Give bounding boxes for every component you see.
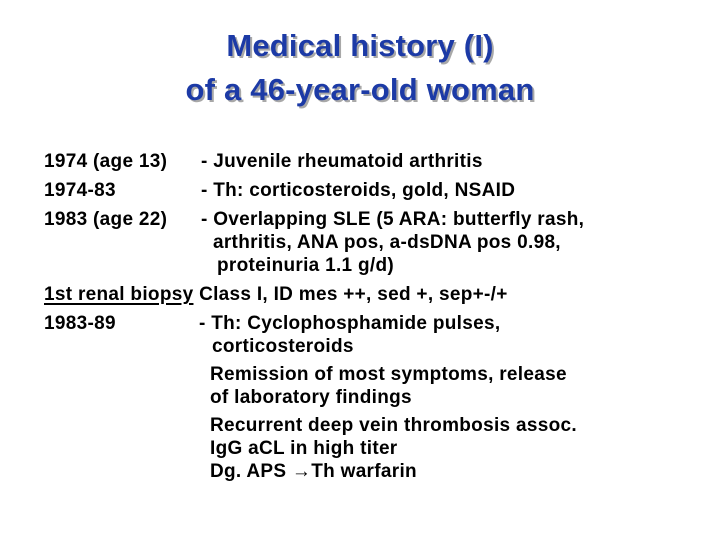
history-line-12 bbox=[210, 438, 398, 460]
history-text: corticosteroids bbox=[212, 336, 354, 357]
history-line-11 bbox=[210, 415, 577, 437]
history-line-8 bbox=[212, 336, 354, 358]
history-text: Remission of most symptoms, release bbox=[210, 364, 567, 385]
history-line-2 bbox=[44, 180, 516, 202]
history-text: - Juvenile rheumatoid arthritis bbox=[201, 151, 483, 172]
history-text: Class I, ID mes ++, sed +, sep+-/+ bbox=[199, 284, 508, 305]
title-line-2: of a 46-year-old woman bbox=[185, 72, 535, 107]
history-line-7 bbox=[44, 313, 501, 335]
history-line-6 bbox=[44, 284, 508, 306]
history-date: 1983-89 bbox=[44, 313, 116, 334]
title-line-1: Medical history (I) bbox=[226, 28, 494, 63]
history-text: IgG aCL in high titer bbox=[210, 438, 398, 459]
history-line-5 bbox=[217, 255, 394, 277]
history-date: 1974-83 bbox=[44, 180, 116, 201]
history-text: arthritis, ANA pos, a-dsDNA pos 0.98, bbox=[213, 232, 561, 253]
history-text: of laboratory findings bbox=[210, 387, 412, 408]
history-date: 1974 (age 13) bbox=[44, 151, 168, 172]
history-text: proteinuria 1.1 g/d) bbox=[217, 255, 395, 276]
renal-biopsy-label: 1st renal biopsy bbox=[44, 284, 194, 305]
slide-title bbox=[0, 24, 720, 112]
history-text: - Th: Cyclophosphamide pulses, bbox=[199, 313, 501, 334]
history-line-1 bbox=[44, 151, 483, 173]
history-line-4 bbox=[213, 232, 561, 254]
history-text: - Th: corticosteroids, gold, NSAID bbox=[201, 180, 516, 201]
history-date: 1983 (age 22) bbox=[44, 209, 168, 230]
history-text: Dg. APS →Th warfarin bbox=[210, 461, 417, 482]
history-line-13 bbox=[210, 461, 417, 483]
history-line-9 bbox=[210, 364, 567, 386]
history-text: Recurrent deep vein thrombosis assoc. bbox=[210, 415, 577, 436]
history-text: - Overlapping SLE (5 ARA: butterfly rash, bbox=[201, 209, 585, 230]
history-line-3 bbox=[44, 209, 585, 231]
history-line-10 bbox=[210, 387, 412, 409]
